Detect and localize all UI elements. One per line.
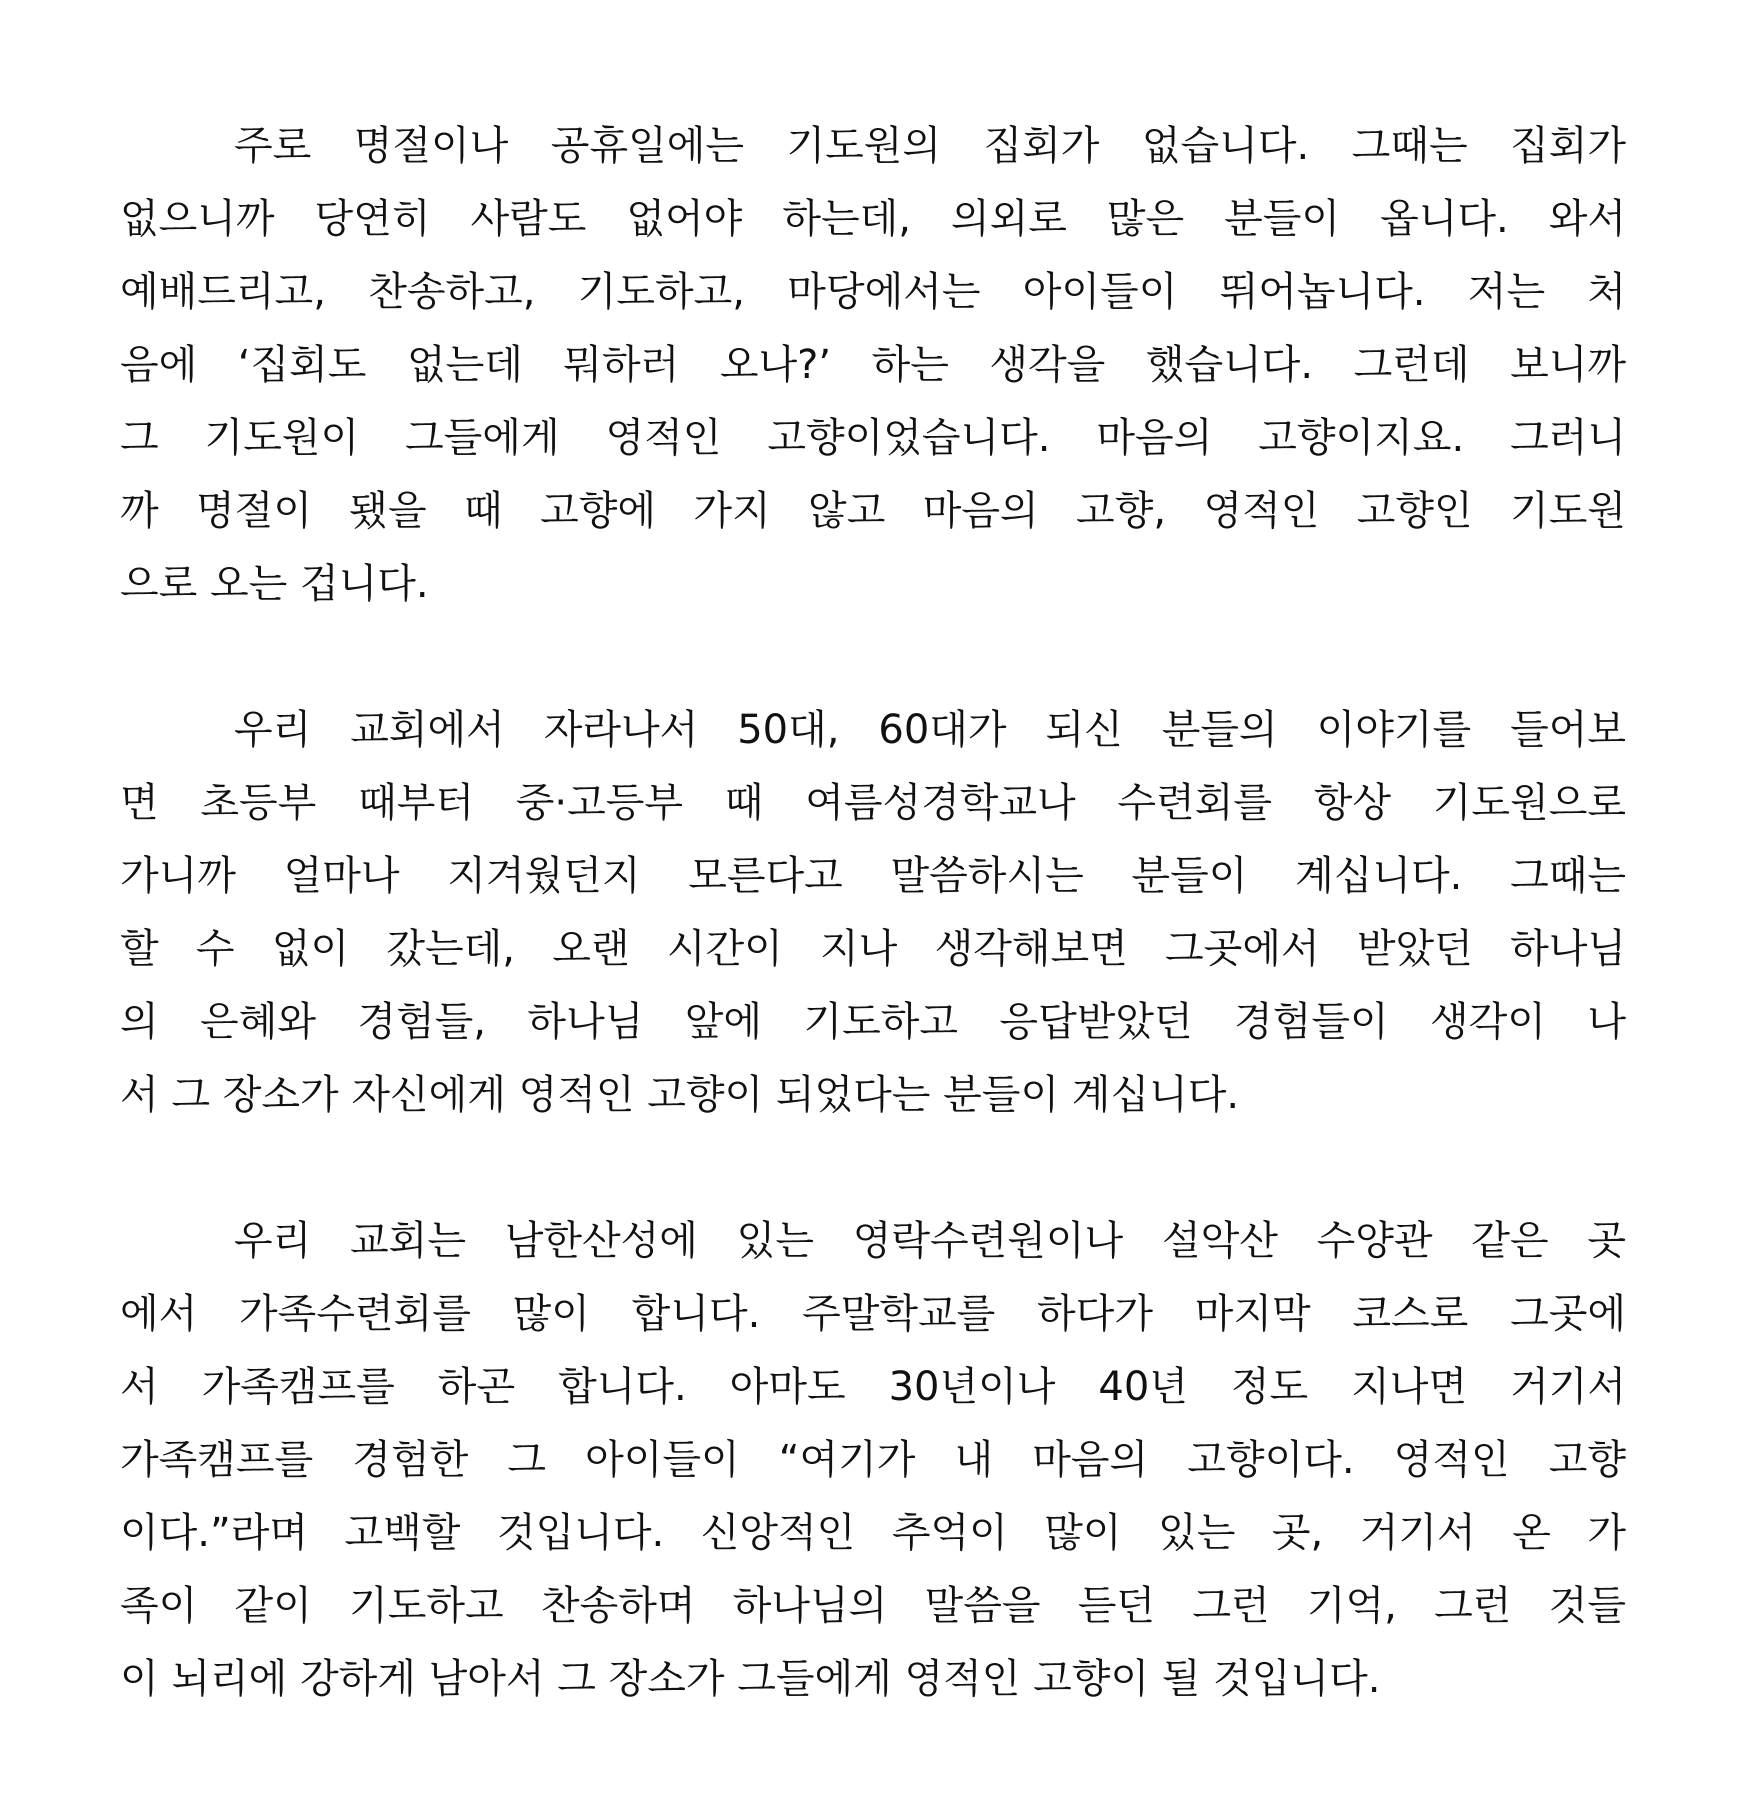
text-line: 예배드리고, 찬송하고, 기도하고, 마당에서는 아이들이 뛰어놉니다. 저는 처: [120, 269, 1626, 315]
text-line: 족이 같이 기도하고 찬송하며 하나님의 말씀을 듣던 그런 기억, 그런 것들: [120, 1583, 1626, 1629]
paragraph-gap: [120, 621, 1626, 694]
text-line: 의 은혜와 경험들, 하나님 앞에 기도하고 응답받았던 경험들이 생각이 나: [120, 999, 1626, 1045]
text-line: 우리 교회는 남한산성에 있는 영락수련원이나 설악산 수양관 같은 곳: [234, 1218, 1626, 1264]
text-line: 그 기도원이 그들에게 영적인 고향이었습니다. 마음의 고향이지요. 그러니: [120, 415, 1626, 461]
text-line: 으로 오는 겁니다.: [120, 561, 429, 607]
text-line: 없으니까 당연히 사람도 없어야 하는데, 의외로 많은 분들이 옵니다. 와서: [120, 196, 1626, 242]
paragraph-3: [120, 1205, 1626, 1716]
paragraph-2: [120, 694, 1626, 1132]
paragraph-gap: [120, 1132, 1626, 1205]
text-line: 면 초등부 때부터 중·고등부 때 여름성경학교나 수련회를 항상 기도원으로: [120, 780, 1626, 826]
text-line: 까 명절이 됐을 때 고향에 가지 않고 마음의 고향, 영적인 고향인 기도원: [120, 488, 1626, 534]
text-line: 음에 ‘집회도 없는데 뭐하러 오나?’ 하는 생각을 했습니다. 그런데 보니까: [120, 342, 1626, 388]
text-line: 이 뇌리에 강하게 남아서 그 장소가 그들에게 영적인 고향이 될 것입니다.: [120, 1656, 1381, 1702]
text-line: 할 수 없이 갔는데, 오랜 시간이 지나 생각해보면 그곳에서 받았던 하나님: [120, 926, 1626, 972]
document-page: [120, 110, 1626, 1716]
text-line: 가니까 얼마나 지겨웠던지 모른다고 말씀하시는 분들이 계십니다. 그때는: [120, 853, 1626, 899]
text-line: 우리 교회에서 자라나서 50대, 60대가 되신 분들의 이야기를 들어보: [234, 707, 1626, 753]
text-line: 서 그 장소가 자신에게 영적인 고향이 되었다는 분들이 계십니다.: [120, 1072, 1240, 1118]
text-line: 에서 가족수련회를 많이 합니다. 주말학교를 하다가 마지막 코스로 그곳에: [120, 1291, 1626, 1337]
paragraph-1: [120, 110, 1626, 621]
text-line: 이다.”라며 고백할 것입니다. 신앙적인 추억이 많이 있는 곳, 거기서 온 가: [120, 1510, 1626, 1556]
text-line: 서 가족캠프를 하곤 합니다. 아마도 30년이나 40년 정도 지나면 거기서: [120, 1364, 1626, 1410]
text-line: 가족캠프를 경험한 그 아이들이 “여기가 내 마음의 고향이다. 영적인 고향: [120, 1437, 1626, 1483]
text-line: 주로 명절이나 공휴일에는 기도원의 집회가 없습니다. 그때는 집회가: [234, 123, 1626, 169]
